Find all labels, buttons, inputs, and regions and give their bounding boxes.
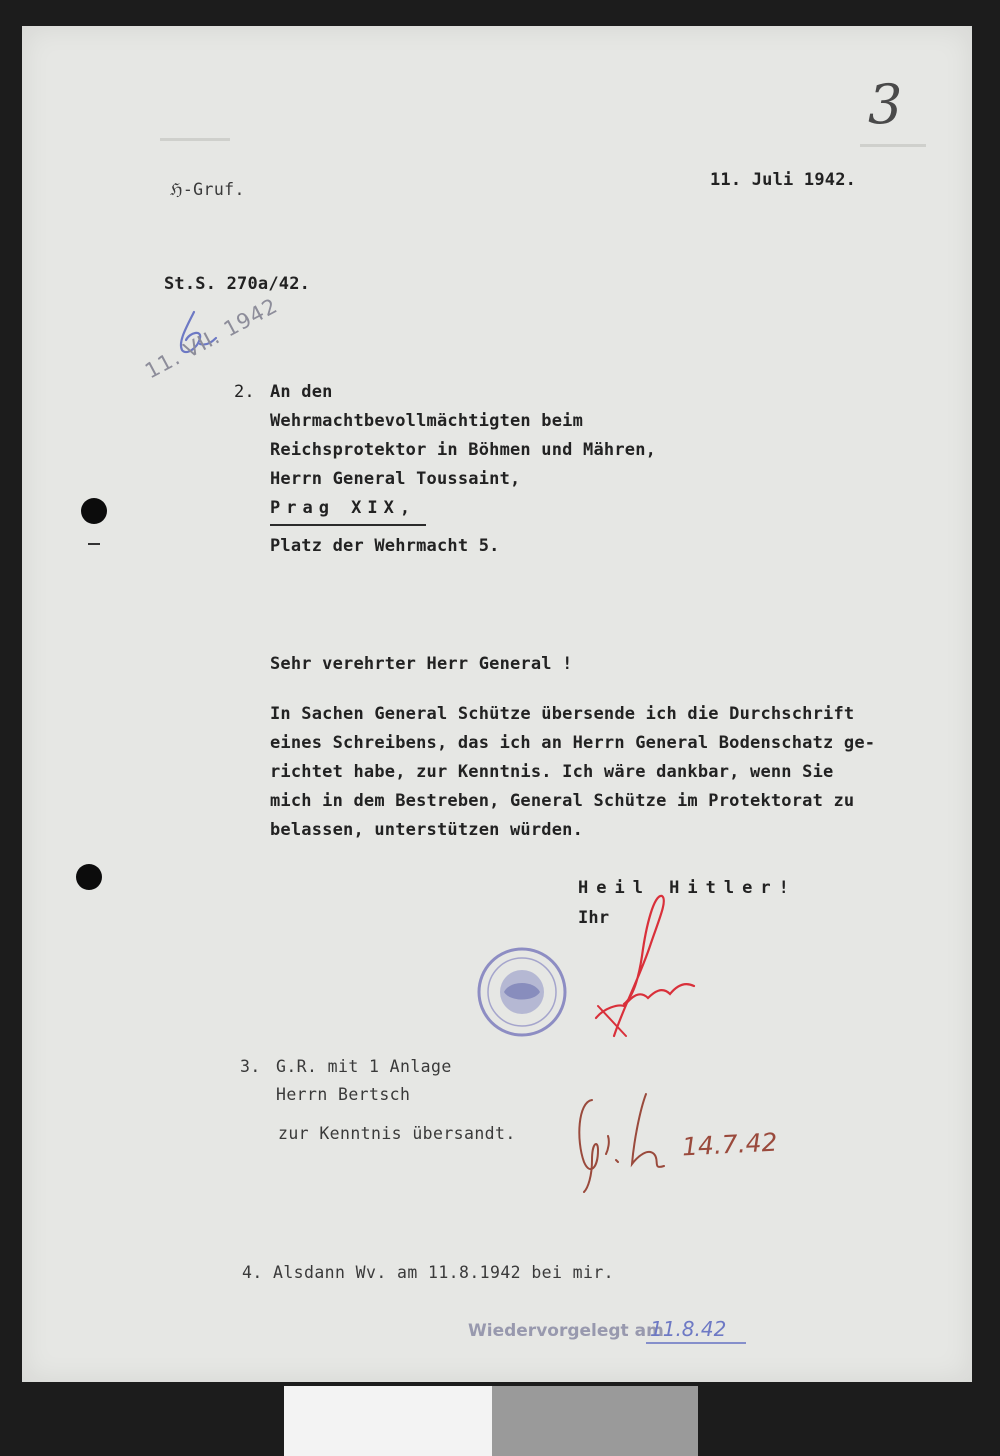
item-3-line-3: zur Kenntnis übersandt. — [278, 1124, 516, 1143]
item-3-line-1: G.R. mit 1 Anlage — [276, 1057, 452, 1076]
resubmission-date: 11.8.42 — [650, 1317, 727, 1341]
body-line-5: belassen, unterstützen würden. — [270, 820, 584, 840]
initials-date: 14.7.42 — [681, 1127, 779, 1162]
address-city: Prag XIX, — [270, 498, 417, 518]
faint-letterhead-mark-right — [860, 144, 926, 147]
calibration-strip-gray — [492, 1386, 698, 1456]
closing-greeting: Heil Hitler! — [578, 878, 797, 898]
body-line-3: richtet habe, zur Kenntnis. Ich wäre dankbar, wenn Sie — [270, 762, 834, 782]
address-line-2: Wehrmachtbevollmächtigten beim — [270, 411, 584, 431]
resubmission-stamp: Wiedervorgelegt am — [468, 1321, 664, 1341]
closing-ihr: Ihr — [578, 908, 610, 928]
address-line-1: An den — [270, 382, 333, 402]
received-date-stamp: 11. VII. 1942 — [141, 293, 282, 384]
punch-hole-top — [81, 498, 107, 524]
faint-letterhead-mark-left — [160, 138, 230, 141]
brown-handwritten-initials — [568, 1080, 678, 1200]
red-signature — [584, 886, 714, 1056]
address-line-3: Reichsprotektor in Böhmen und Mähren, — [270, 440, 657, 460]
address-number: 2. — [234, 382, 255, 402]
reference-number: St.S. 270a/42. — [164, 274, 311, 294]
salutation: Sehr verehrter Herr General ! — [270, 654, 573, 674]
punch-hole-tick — [88, 543, 100, 545]
item-3-number: 3. — [240, 1057, 261, 1076]
item-4: 4. Alsdann Wv. am 11.8.1942 bei mir. — [242, 1263, 615, 1282]
punch-hole-bottom — [76, 864, 102, 890]
document-page — [22, 26, 972, 1382]
office-seal-stamp — [474, 944, 570, 1040]
resubmission-underline — [646, 1342, 746, 1344]
city-underline — [270, 524, 426, 526]
body-line-1: In Sachen General Schütze übersende ich die Durchschrift — [270, 704, 855, 724]
sender-abbreviation: ℌ-Gruf. — [170, 180, 245, 199]
letter-date: 11. Juli 1942. — [710, 170, 857, 190]
address-street: Platz der Wehrmacht 5. — [270, 536, 500, 556]
body-line-2: eines Schreibens, das ich an Herrn General Bodenschatz ge- — [270, 733, 876, 753]
item-3-line-2: Herrn Bertsch — [276, 1085, 411, 1104]
body-line-4: mich in dem Bestreben, General Schütze im Protektorat zu — [270, 791, 855, 811]
page-number: 3 — [868, 73, 903, 136]
calibration-strip-light — [284, 1386, 492, 1456]
address-line-4: Herrn General Toussaint, — [270, 469, 521, 489]
